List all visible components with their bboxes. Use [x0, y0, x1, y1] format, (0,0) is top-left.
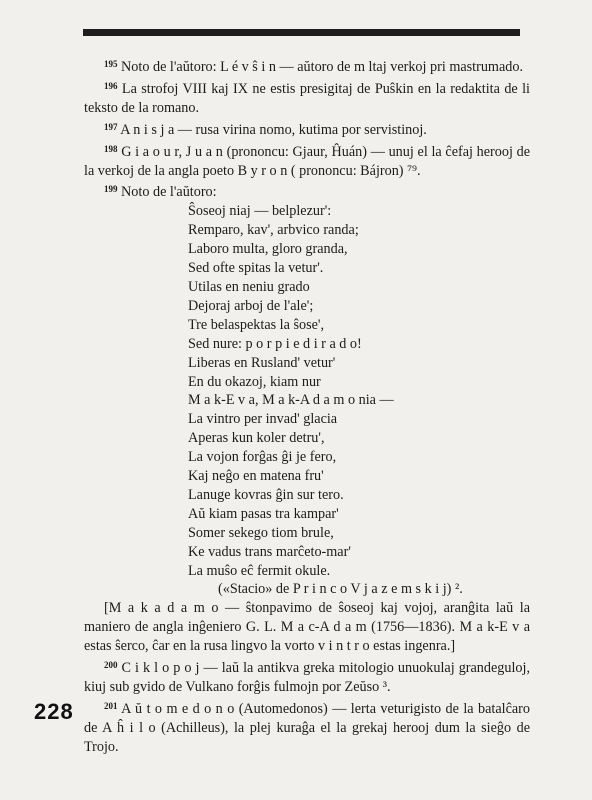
- poem-line: La vojon forĝas ĝi je fero,: [188, 449, 337, 466]
- poem-line: Remparo, kav', arbvico randa;: [188, 222, 359, 239]
- footnote-text: A ŭ t o m e d o n o (Automedonos) — lerta veturigisto de la batalĉaro de A ĥ i l o (Achilleus), la plej kuraĝa el la grekaj herooj dum la sieĝo de Trojo.: [84, 700, 531, 755]
- footnote-text: A n i s j a — rusa virina nomo, kutima por servistinoj.: [120, 121, 427, 138]
- poem-line: Laboro multa, gloro granda,: [188, 241, 348, 258]
- footnote-199: [84, 180, 530, 202]
- footnote-195: [84, 55, 530, 77]
- footnote-number: 201: [104, 700, 118, 711]
- poem-line: M a k-E v a, M a k-A d a m o nia —: [188, 392, 394, 409]
- footnote-number: 200: [104, 660, 118, 671]
- footnote-text: Noto de l'aŭtoro: L é v ŝ i n — aŭtoro de m ltaj verkoj pri mastrumado.: [121, 59, 524, 75]
- poem-line: La muŝo eĉ fermit okule.: [188, 562, 331, 579]
- footnote-number: 196: [104, 80, 118, 91]
- poem-line: Ŝoseoj niaj — belplezur':: [188, 203, 332, 220]
- footnote-198: [84, 140, 530, 181]
- footnote-196: [84, 77, 530, 118]
- poem-line: Kaj neĝo en matena fru': [188, 468, 324, 485]
- poem-line: En du okazoj, kiam nur: [188, 373, 321, 390]
- poem-line: Lanuge kovras ĝin sur tero.: [188, 486, 344, 503]
- bracket-note: [M a k a d a m o — ŝtonpavimo de ŝoseoj kaj vojoj, aranĝita laŭ la maniero de angla inĝeniero G. L. M a c-A d a m (1756—1836). M a k-E v a estas ŝerco, ĉar en la rusa lingvo la vorto v i n t r o estas ingenra.]: [84, 600, 530, 655]
- poem-line: Utilas en neniu grado: [188, 278, 310, 295]
- footnote-number: 195: [104, 59, 118, 69]
- footnote-number: 199: [104, 184, 118, 195]
- footnote-number: 197: [104, 121, 118, 132]
- poem-line: Sed ofte spitas la vetur'.: [188, 260, 324, 277]
- footnote-number: 198: [104, 143, 118, 154]
- poem-line: Sed nure: p o r p i e d i r a d o!: [188, 335, 362, 352]
- footnote-text: C i k l o p o j — laŭ la antikva greka mitologio unuokulaj grandeguloj, kiuj sub gvido de Vulkano forĝis fulmojn por Zeŭso ³.: [84, 660, 531, 695]
- poem-source: («Stacio» de P r i n c o V j a z e m s k i j) ².: [218, 581, 463, 598]
- poem-line: Aperas kun koler detru',: [188, 430, 325, 447]
- poem-line: Dejoraj arboj de l'ale';: [188, 297, 314, 314]
- poem-line: Ke vadus trans marĉeto-mar': [188, 543, 351, 560]
- footnote-text: Noto de l'aŭtoro:: [121, 184, 217, 201]
- poem-line: Aŭ kiam pasas tra kampar': [188, 505, 339, 522]
- poem-line: Somer sekego tiom brule,: [188, 524, 334, 541]
- footnotes-block: [84, 55, 530, 757]
- poem-quote: [84, 202, 530, 599]
- page-number: 228: [34, 699, 74, 724]
- footnote-200: [84, 656, 530, 697]
- footnote-197: [84, 118, 530, 140]
- header-rule: [83, 29, 520, 36]
- footnote-text: G i a o u r, J u a n (prononcu: Gjaur, Ĥuán) — unuj el la ĉefaj herooj de la verkoj de la angla poeto B y r o n ( prononcu: Bájron) ⁷⁹.: [84, 143, 530, 179]
- footnote-text: La strofoj VIII kaj IX ne estis presigitaj de Puŝkin en la redaktita de li teksto de la romano.: [84, 80, 531, 116]
- footnote-201: [84, 697, 530, 757]
- poem-line: La vintro per invad' glacia: [188, 411, 338, 428]
- poem-line: Tre belaspektas la ŝose',: [188, 316, 325, 333]
- poem-line: Liberas en Rusland' vetur': [188, 354, 336, 371]
